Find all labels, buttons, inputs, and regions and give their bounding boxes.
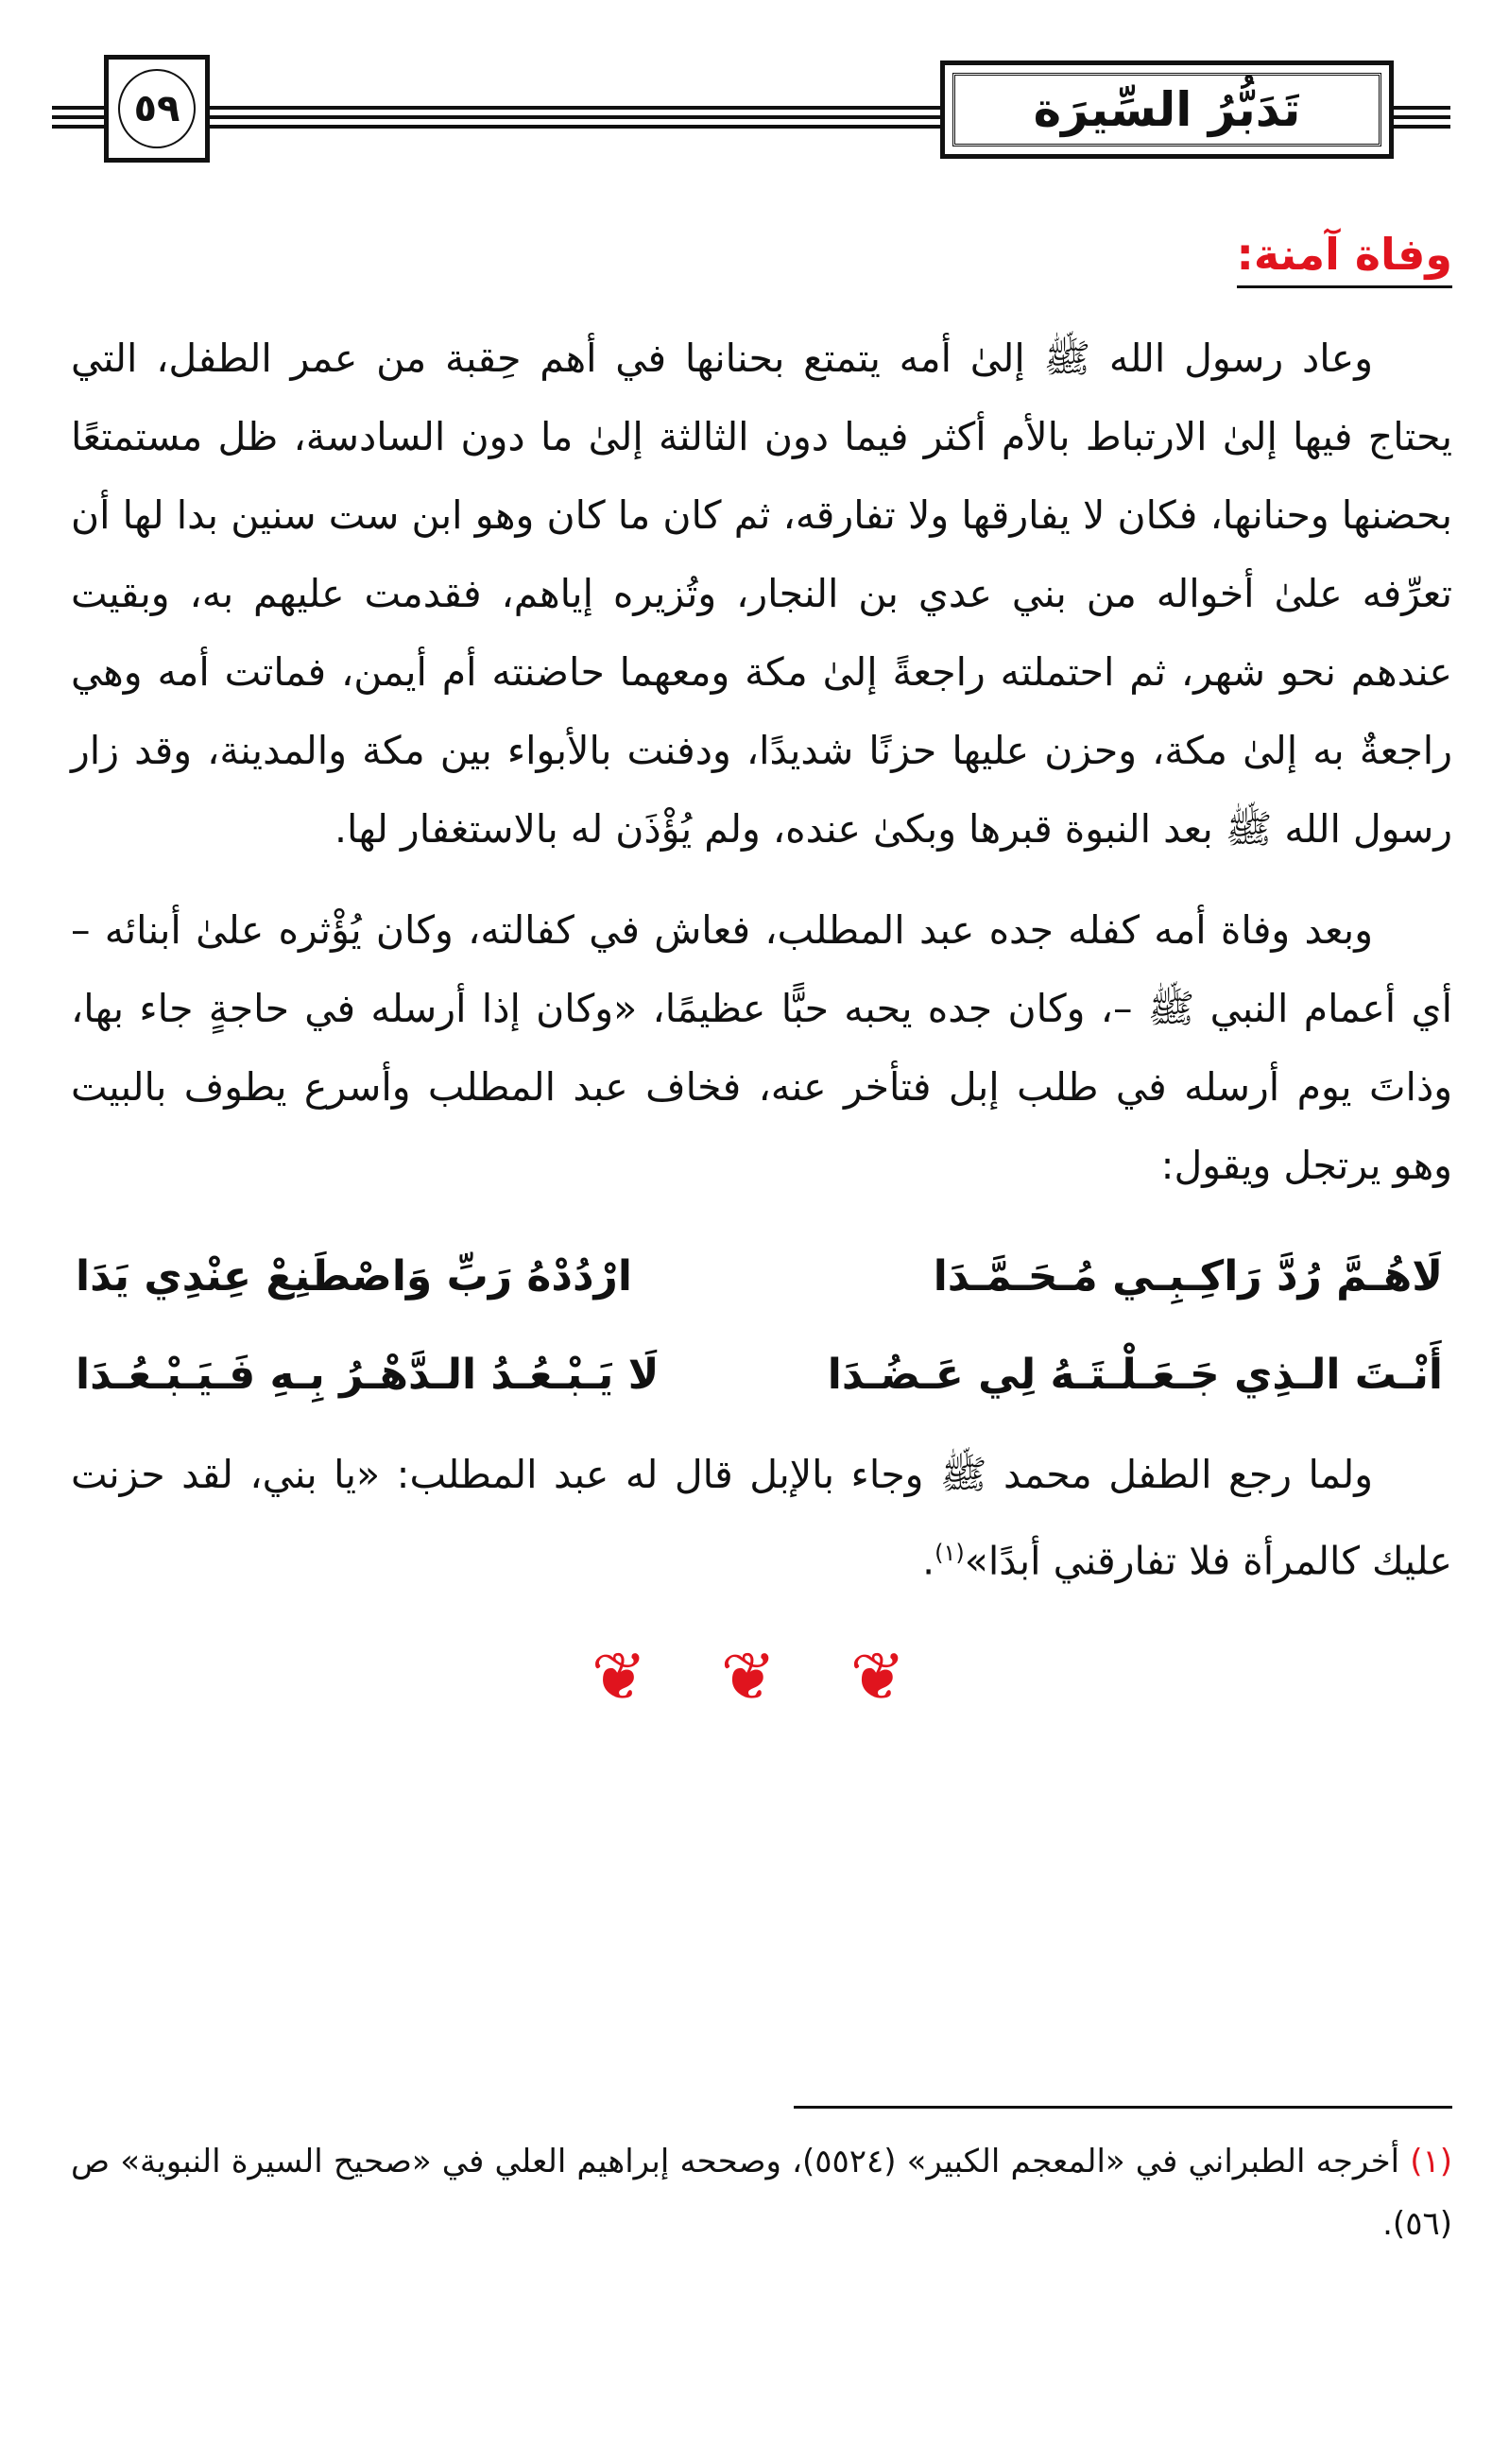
footnote: [71, 2130, 1452, 2255]
footnote-reference[interactable]: (١): [935, 1539, 965, 1566]
poem-verse: [71, 1228, 1452, 1326]
page-number-box: [104, 55, 210, 163]
closing-text: ولما رجع الطفل محمد ﷺ وجاء بالإبل قال له عبد المطلب: «يا بني، لقد حزنت عليك كالمرأة فلا تفارقني أبدًا»: [71, 1451, 1452, 1584]
poem-hemistich-second: لَا يَـبْـعُـدُ الـدَّهْـرُ بِـهِ فَـيَـبْـعُـدَا: [76, 1350, 660, 1399]
poem-hemistich-first: لَاهُـمَّ رُدَّ رَاكِـبِـي مُـحَـمَّـدَا: [933, 1251, 1443, 1301]
page-number: ٥٩: [118, 69, 196, 148]
closing-paragraph: [71, 1436, 1452, 1601]
page-content: [71, 227, 1452, 1715]
section-end-ornament-icon: ❦ ❦ ❦: [591, 1638, 933, 1716]
footnote-text: أخرجه الطبراني في «المعجم الكبير» (٥٥٢٤)، وصححه إبراهيم العلي في «صحيح السيرة النبوية» ص (٥٦).: [71, 2143, 1452, 2243]
footnote-divider: [794, 2106, 1452, 2109]
book-title-box: [940, 60, 1394, 159]
page-header: [52, 55, 1450, 168]
poem: [71, 1228, 1452, 1424]
section-title-text: وفاة آمنة:: [1237, 229, 1452, 288]
closing-end: .: [922, 1538, 935, 1584]
paragraph: وعاد رسول الله ﷺ إلىٰ أمه يتمتع بحنانها في أهم حِقبة من عمر الطفل، التي يحتاج فيها إلىٰ الارتباط بالأم أكثر فيما دون الثالثة إلىٰ ما دون السادسة، ظل مستمتعًا بحضنها وحنانها، فكان لا يفارقها ولا تفارقه، ثم كان ما كان وهو ابن ست سنين بدا لها أن تعرِّفه علىٰ أخواله من بني عدي بن النجار، وتُزيره إياهم، فقدمت عليهم به، وبقيت عندهم نحو شهر، ثم احتملته راجعةً إلىٰ مكة ومعهما حاضنته أم أيمن، فماتت أمه وهي راجعةٌ به إلىٰ مكة، وحزن عليها حزنًا شديدًا، ودفنت بالأبواء بين مكة والمدينة، وقد زار رسول الله ﷺ بعد النبوة قبرها وبكىٰ عنده، ولم يُؤْذَن له بالاستغفار لها.: [71, 335, 1452, 852]
poem-hemistich-first: أَنْـتَ الـذِي جَـعَـلْـتَـهُ لِي عَـضُـدَا: [827, 1350, 1443, 1399]
footnote-number: (١): [1410, 2143, 1452, 2180]
book-title: تَدَبُّرُ السِّيرَة: [952, 73, 1381, 146]
poem-verse: [71, 1326, 1452, 1424]
poem-hemistich-second: ارْدُدْهُ رَبِّ وَاصْطَنِعْ عِنْدِي يَدَا: [76, 1251, 632, 1301]
paragraph: وبعد وفاة أمه كفله جده عبد المطلب، فعاش في كفالته، وكان يُؤْثره علىٰ أبنائه – أي أعمام النبي ﷺ –، وكان جده يحبه حبًّا عظيمًا، «وكان إذا أرسله في حاجةٍ جاء بها، وذاتَ يوم أرسله في طلب إبل فتأخر عنه، فخاف عبد المطلب وأسرع يطوف بالبيت وهو يرتجل ويقول:: [71, 906, 1452, 1188]
section-title: [71, 227, 1452, 284]
